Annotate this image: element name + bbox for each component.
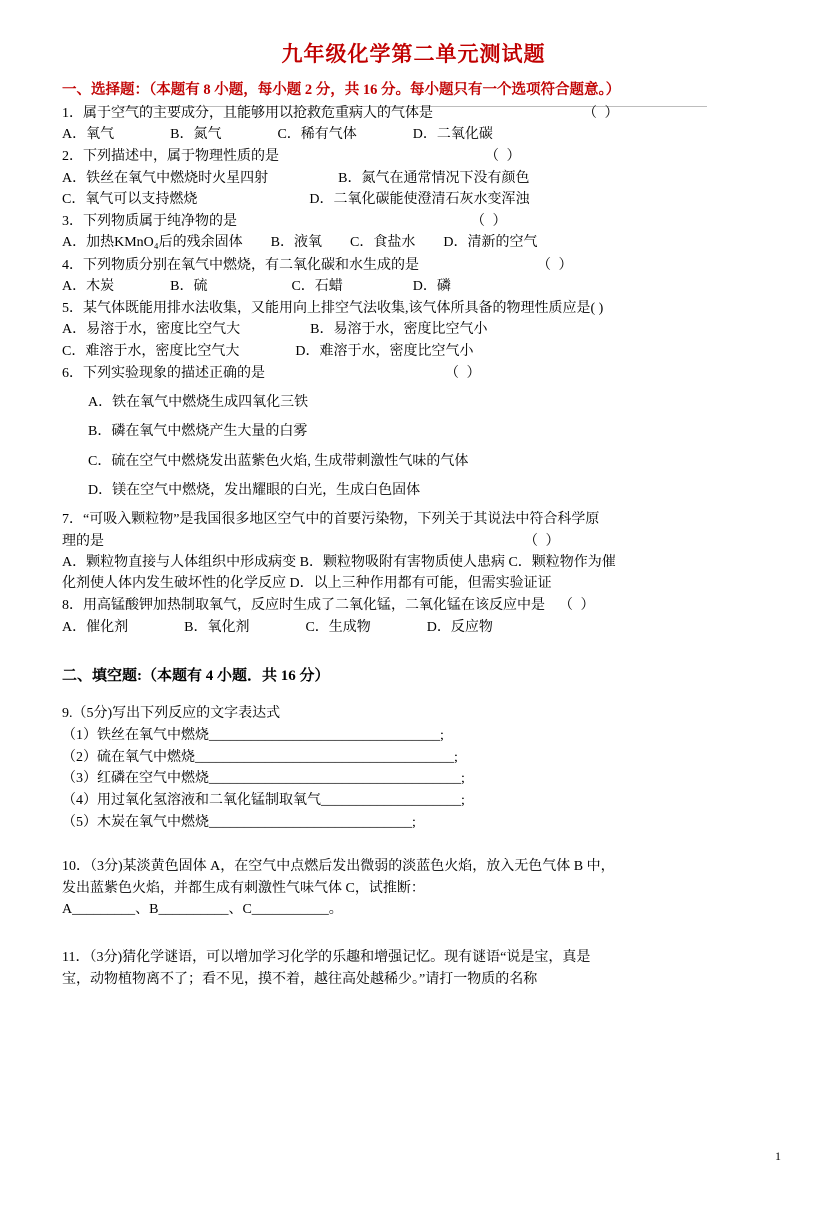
question-7-options-line1: A．颗粒物直接与人体组织中形成病变 B．颗粒物吸附有害物质使人患病 C．颗粒物作为催 <box>62 554 616 570</box>
question-3-stem: 3．下列物质属于纯净物的是 （ ） <box>62 211 765 232</box>
question-8-stem: 8．用高锰酸钾加热制取氧气，反应时生成了二氧化锰，二氧化锰在该反应中是 （ ） <box>62 595 765 616</box>
section-heading-fill: 二、填空题:（本题有 4 小题．共 16 分） <box>62 667 330 684</box>
question-9 <box>62 703 765 834</box>
page-number: 1 <box>775 1149 781 1163</box>
question-6-option-a: A．铁在氧气中燃烧生成四氧化三铁 <box>88 395 309 411</box>
section-heading-choice: 一、选择题：（本题有 8 小题，每小题 2 分，共 16 分。每小题只有一个选项符合题意。） <box>62 82 621 98</box>
question-10-line2: 发出蓝紫色火焰，并都生成有刺激性气味气体 C，试推断： <box>62 880 425 896</box>
question-5-options-line2: C．难溶于水，密度比空气大 D．难溶于水，密度比空气小 <box>62 343 474 359</box>
question-5-options-line1: A．易溶于水，密度比空气大 B．易溶于水，密度比空气小 <box>62 322 488 338</box>
question-11-line1: 11．（3分)猜化学谜语，可以增加学习化学的乐趣和增强记忆。现有谜语“说是宝，真是 <box>62 950 591 966</box>
question-10 <box>62 856 765 921</box>
question-8-bracket: （ ） <box>559 598 597 614</box>
question-5 <box>62 298 765 319</box>
question-2-stem: 2．下列描述中，属于物理性质的是 （ ） <box>62 146 765 167</box>
question-7-options-line2: 化剂使人体内发生破坏性的化学反应 D．以上三种作用都有可能，但需实验证证 <box>62 576 552 592</box>
question-1-stem: 1．属于空气的主要成分，且能够用以抢救危重病人的气体是 （ ） <box>62 103 765 124</box>
question-9-item-2: （2）硫在氧气中燃烧_____________________________________; <box>62 749 458 765</box>
question-2-bracket: （ ） <box>485 149 523 165</box>
question-7-stem-line1: 7．“可吸入颗粒物”是我国很多地区空气中的首要污染物，下列关于其说法中符合科学原 <box>62 512 600 528</box>
question-6 <box>62 363 765 384</box>
question-1-options: A．氧气 B．氮气 C．稀有气体 D．二氧化碳 <box>62 127 493 143</box>
question-4-options: A．木炭 B．硫 C．石蜡 D．磷 <box>62 278 451 294</box>
question-5-stem: 5．某气体既能用排水法收集，又能用向上排空气法收集,该气体所具备的物理性质应是( ) <box>62 301 604 317</box>
question-7-bracket: （ ） <box>524 533 562 549</box>
question-3-bracket: （ ） <box>471 214 509 230</box>
question-9-item-3: （3）红磷在空气中燃烧____________________________________; <box>62 771 465 787</box>
question-3 <box>62 211 765 232</box>
question-6-stem: 6．下列实验现象的描述正确的是 （ ） <box>62 363 765 384</box>
question-10-line3: A_________、B__________、C___________。 <box>62 902 343 918</box>
question-6-option-b: B．磷在氧气中燃烧产生大量的白雾 <box>88 424 308 440</box>
question-8-options: A．催化剂 B．氧化剂 C．生成物 D．反应物 <box>62 619 493 635</box>
question-6-option-c: C．硫在空气中燃烧发出蓝紫色火焰, 生成带刺激性气味的气体 <box>88 453 469 469</box>
document-page <box>0 38 827 1208</box>
question-3-options: A．加热KMnO₄后的残余固体 B．液氧 C．食盐水 D．清新的空气 <box>62 235 538 251</box>
question-11 <box>62 947 765 991</box>
question-9-item-1: （1）铁丝在氧气中燃烧_________________________________; <box>62 727 444 743</box>
question-2-options-line1: A．铁丝在氧气中燃烧时火星四射 B．氮气在通常情况下没有颜色 <box>62 170 530 186</box>
question-4-bracket: （ ） <box>537 257 575 273</box>
question-8 <box>62 595 765 616</box>
question-2 <box>62 146 765 167</box>
question-6-bracket: （ ） <box>445 365 483 381</box>
question-1-bracket: （ ） <box>583 105 621 121</box>
question-9-stem: 9.（5分)写出下列反应的文字表达式 <box>62 705 281 721</box>
question-9-item-5: （5）木炭在氧气中燃烧_____________________________; <box>62 815 416 830</box>
question-7 <box>62 509 765 552</box>
question-4 <box>62 255 765 276</box>
question-10-line1: 10．（3分)某淡黄色固体 A，在空气中点燃后发出微弱的淡蓝色火焰，放入无色气体 B 中， <box>62 858 615 874</box>
question-4-stem: 4．下列物质分别在氧气中燃烧，有二氧化碳和水生成的是 （ ） <box>62 255 765 276</box>
question-9-item-4: （4）用过氧化氢溶液和二氧化锰制取氧气____________________; <box>62 793 465 809</box>
page-title: 九年级化学第二单元测试题 <box>281 42 546 66</box>
question-1 <box>62 103 765 124</box>
question-6-option-d: D．镁在空气中燃烧，发出耀眼的白光，生成白色固体 <box>88 483 421 498</box>
question-7-stem-line2: 理的是 （ ） <box>62 531 765 552</box>
question-2-options-line2: C．氧气可以支持燃烧 D．二氧化碳能使澄清石灰水变浑浊 <box>62 191 530 207</box>
question-11-line2: 宝，动物植物离不了；看不见，摸不着，越往高处越稀少。”请打一物质的名称 <box>62 972 538 988</box>
